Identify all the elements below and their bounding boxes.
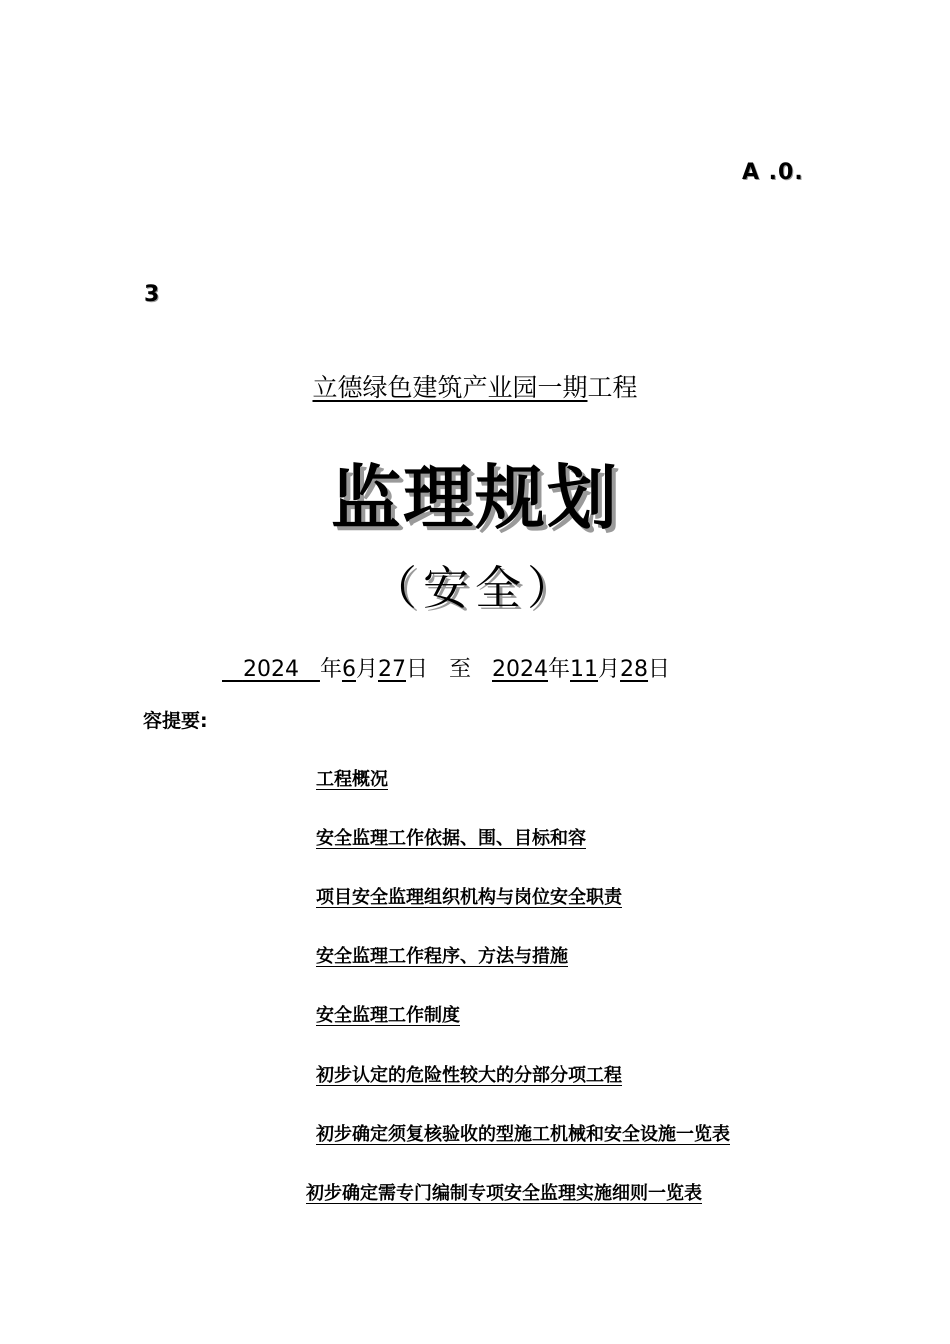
toc-item: 安全监理工作程序、方法与措施 — [316, 946, 568, 967]
end-day: 28 — [620, 657, 649, 682]
toc-item: 工程概况 — [316, 769, 388, 790]
project-title — [0, 368, 950, 404]
start-year: 2024 — [242, 657, 299, 682]
toc-item: 初步确定需专门编制专项安全监理实施细则一览表 — [306, 1183, 702, 1204]
document-title: 监理规划 — [331, 457, 619, 539]
document-subtitle: （安全） — [371, 561, 579, 615]
project-suffix: 工程 — [587, 373, 638, 402]
month-char: 月 — [355, 657, 378, 682]
toc-item: 初步确定须复核验收的型施工机械和安全设施一览表 — [316, 1124, 730, 1145]
date-range — [222, 652, 670, 683]
day-char-2: 日 — [648, 657, 671, 682]
toc-item: 安全监理工作制度 — [316, 1005, 460, 1026]
day-char: 日 — [406, 657, 429, 682]
document-code-left: 3 — [144, 282, 160, 307]
year-char: 年 — [319, 657, 342, 682]
date-to: 至 — [449, 657, 472, 682]
start-day: 27 — [378, 657, 406, 682]
year-char-2: 年 — [548, 657, 571, 682]
end-month: 11 — [570, 657, 599, 682]
toc-item: 安全监理工作依据、围、目标和容 — [316, 828, 586, 849]
project-name: 立德绿色建筑产业园一期 — [312, 373, 588, 402]
end-year: 2024 — [492, 657, 548, 682]
document-code-top: A .0. — [742, 160, 804, 185]
toc-item: 项目安全监理组织机构与岗位安全职责 — [316, 887, 622, 908]
start-month: 6 — [341, 657, 356, 682]
month-char-2: 月 — [598, 657, 621, 682]
toc-item: 初步认定的危险性较大的分部分项工程 — [316, 1065, 622, 1086]
contents-label: 容提要: — [143, 710, 208, 732]
